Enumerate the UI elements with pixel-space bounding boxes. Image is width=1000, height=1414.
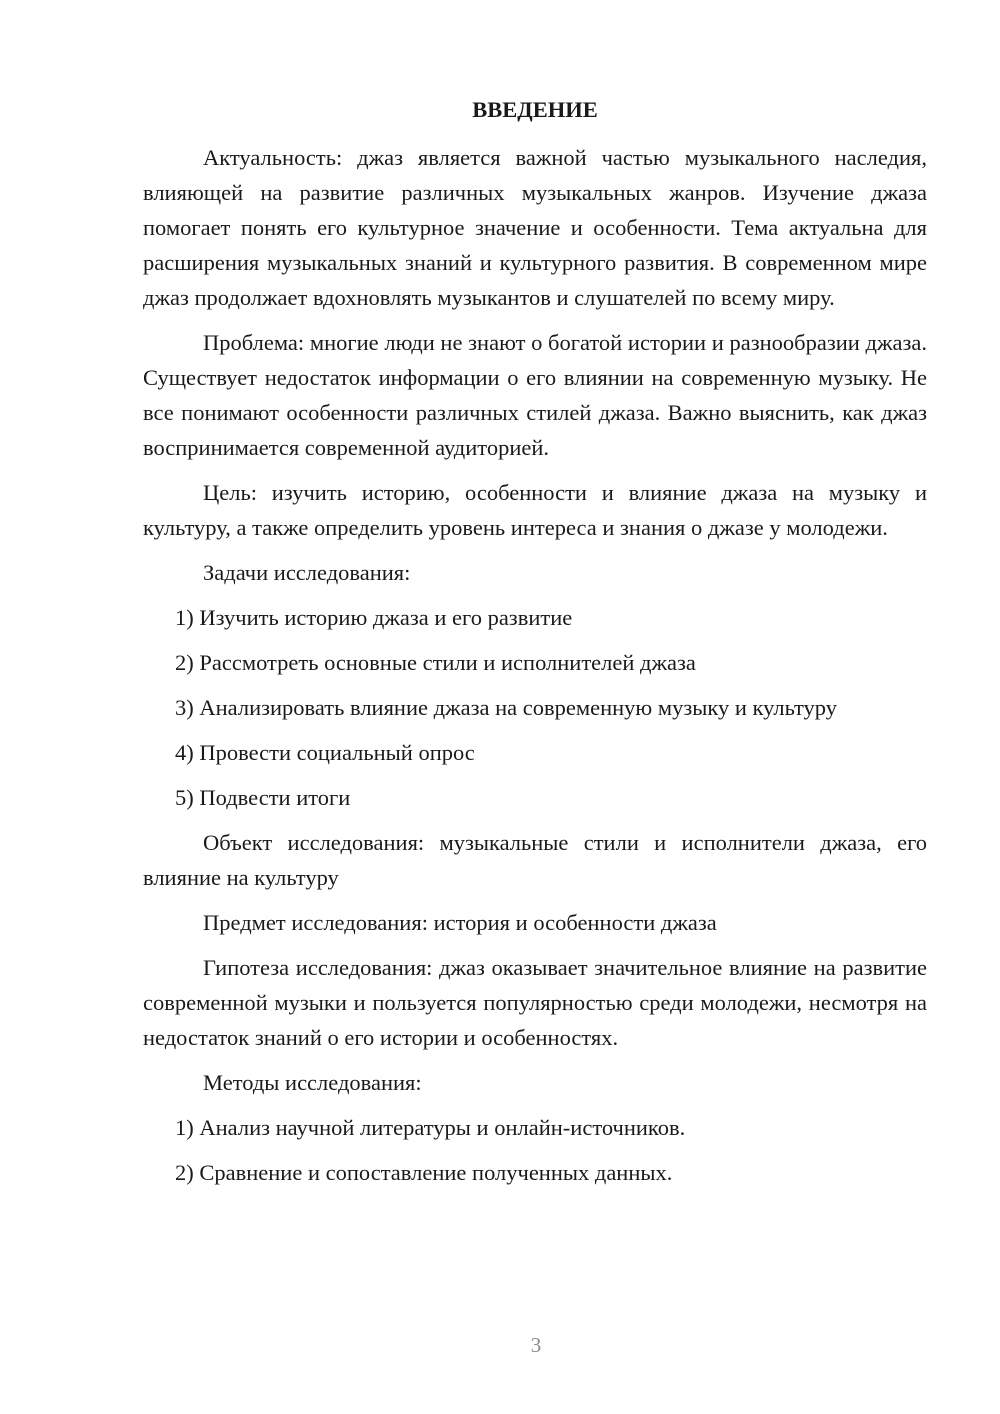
methods-list	[143, 1110, 927, 1190]
tasks-list	[143, 600, 927, 815]
page-content	[143, 92, 927, 1200]
tasks-title: Задачи исследования:	[203, 560, 411, 585]
object-paragraph: Объект исследования: музыкальные стили и исполнители джаза, его влияние на культуру	[143, 830, 927, 890]
methods-title: Методы исследования:	[203, 1070, 422, 1095]
list-item: 3) Анализировать влияние джаза на современную музыку и культуру	[175, 695, 837, 720]
goal-paragraph: Цель: изучить историю, особенности и влияние джаза на музыку и культуру, а также определить уровень интереса и знания о джазе у молодежи.	[143, 480, 927, 540]
page-number: 3	[530, 1333, 542, 1357]
list-item: 4) Провести социальный опрос	[175, 740, 475, 765]
relevance-paragraph: Актуальность: джаз является важной частью музыкального наследия, влияющей на развитие различных музыкальных жанров. Изучение джаза помогает понять его культурное значение и особенности. Тема актуальна для расширения музыкальных знаний и культурного развития. В современном мире джаз продолжает вдохновлять музыкантов и слушателей по всему миру.	[143, 145, 927, 310]
subject-paragraph: Предмет исследования: история и особенности джаза	[203, 910, 717, 935]
list-item: 5) Подвести итоги	[175, 785, 351, 810]
list-item: 1) Анализ научной литературы и онлайн-источников.	[175, 1115, 686, 1140]
list-item: 2) Сравнение и сопоставление полученных данных.	[175, 1160, 673, 1185]
list-item: 1) Изучить историю джаза и его развитие	[175, 605, 573, 630]
list-item: 2) Рассмотреть основные стили и исполнителей джаза	[175, 650, 696, 675]
problem-paragraph: Проблема: многие люди не знают о богатой истории и разнообразии джаза. Существует недостаток информации о его влиянии на современную музыку. Не все понимают особенности различных стилей джаза. Важно выяснить, как джаз воспринимается современной аудиторией.	[143, 330, 927, 460]
hypothesis-paragraph: Гипотеза исследования: джаз оказывает значительное влияние на развитие современной музыки и пользуется популярностью среди молодежи, несмотря на недостаток знаний о его истории и особенностях.	[143, 955, 927, 1050]
section-heading: ВВЕДЕНИЕ	[472, 97, 598, 122]
